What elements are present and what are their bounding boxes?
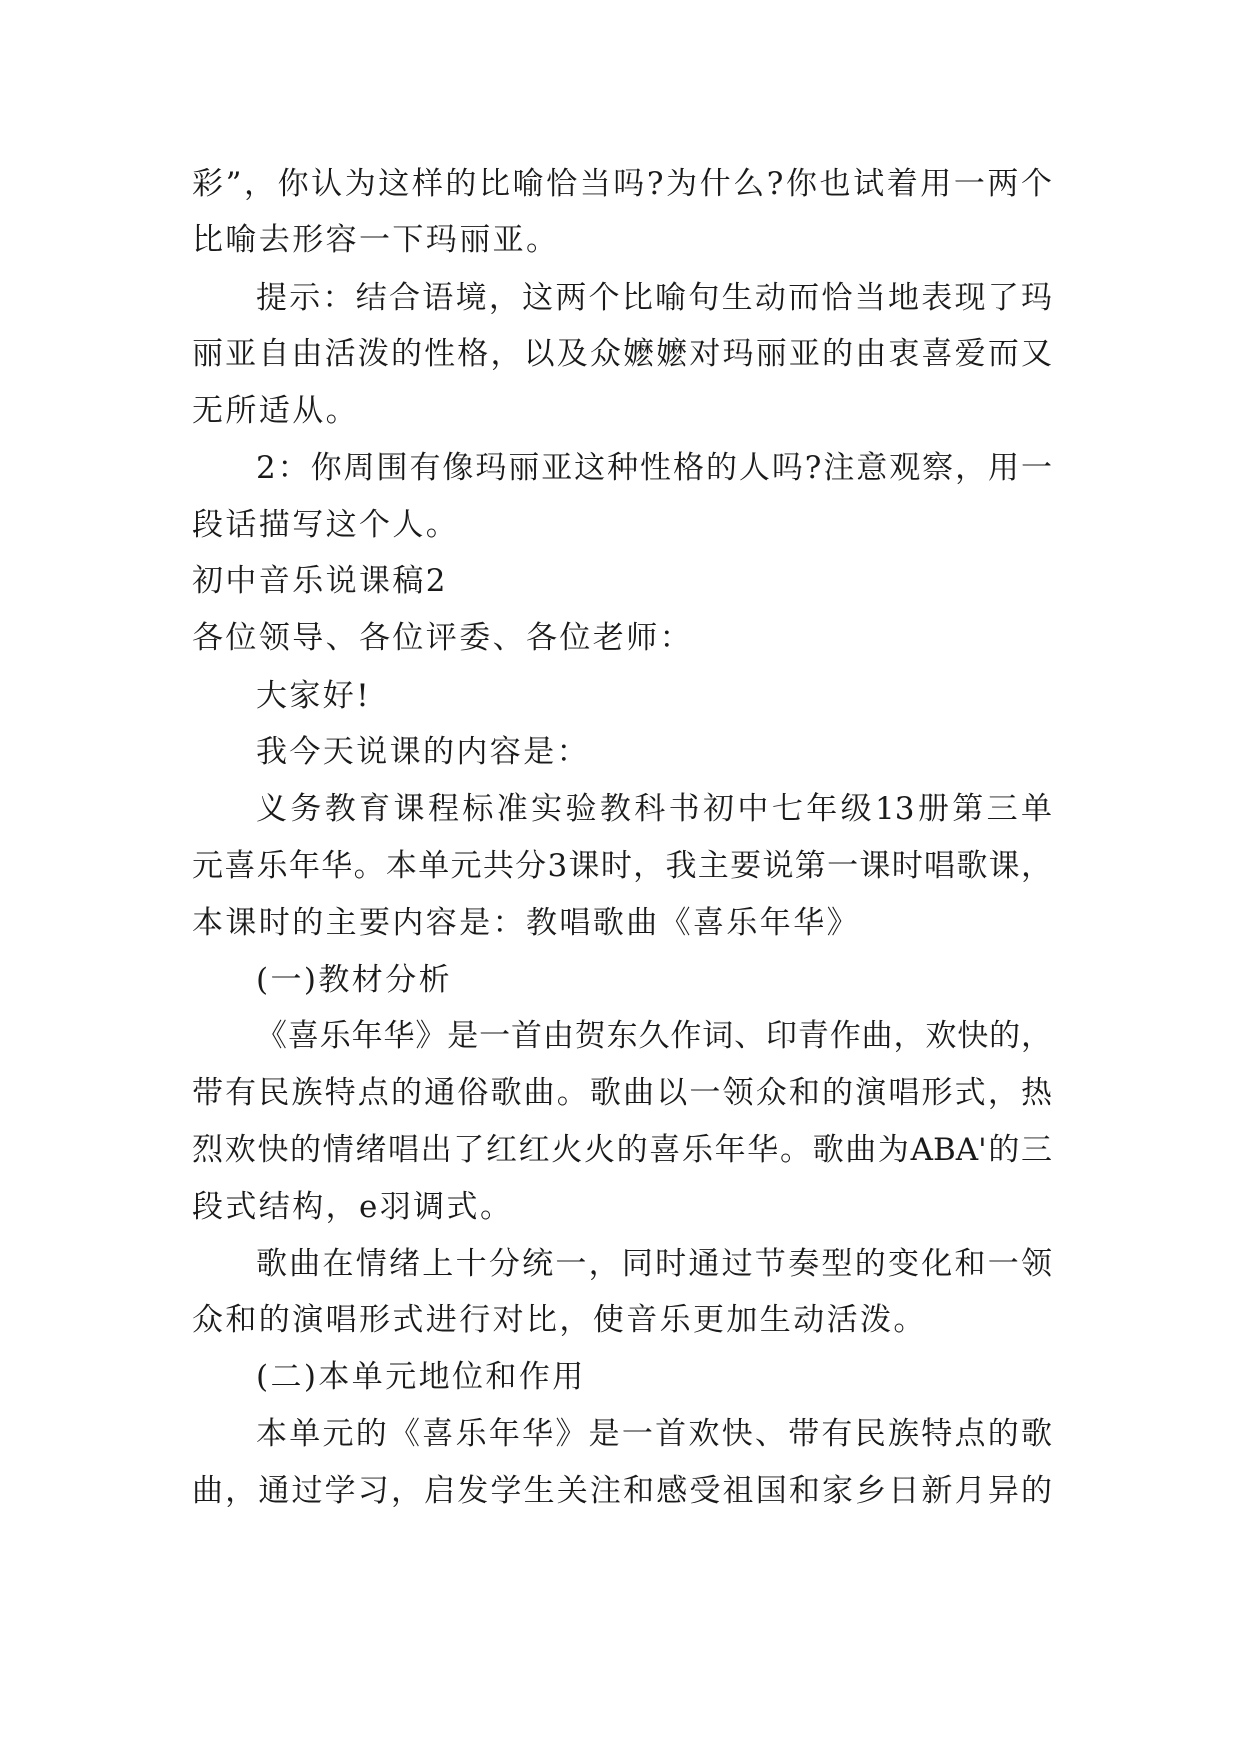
salutation: 各位领导、各位评委、各位老师： [192, 620, 693, 656]
section-title: 初中音乐说课稿2 [192, 563, 448, 599]
subheading: (一)教材分析 [256, 962, 452, 998]
body-text-line: 段话描写这个人。 [192, 507, 460, 543]
body-text-line: 段式结构，e羽调式。 [192, 1189, 514, 1225]
body-text-line: 本单元的《喜乐年华》是一首欢快、带有民族特点的歌 [256, 1416, 1052, 1452]
body-text-line: 带有民族特点的通俗歌曲。歌曲以一领众和的演唱形式，热 [192, 1075, 1052, 1111]
body-text-line: 曲，通过学习，启发学生关注和感受祖国和家乡日新月异的 [192, 1473, 1052, 1509]
body-text-line: 歌曲在情绪上十分统一，同时通过节奏型的变化和一领 [256, 1246, 1052, 1282]
body-text-line: 烈欢快的情绪唱出了红红火火的喜乐年华。歌曲为ABA'的三 [192, 1132, 1052, 1168]
body-text-line: 义务教育课程标准实验教科书初中七年级13册第三单 [256, 791, 1052, 827]
body-text-line: 无所适从。 [192, 393, 359, 429]
body-text-line: 众和的演唱形式进行对比，使音乐更加生动活泼。 [192, 1302, 927, 1338]
body-text-line: 元喜乐年华。本单元共分3课时，我主要说第一课时唱歌课， [192, 848, 1052, 884]
body-text-line: 我今天说课的内容是： [256, 734, 590, 770]
body-text-line: 《喜乐年华》是一首由贺东久作词、印青作曲，欢快的， [256, 1018, 1052, 1054]
body-text-line: 彩”，你认为这样的比喻恰当吗?为什么?你也试着用一两个 [192, 166, 1052, 202]
body-text-line: 丽亚自由活泼的性格，以及众嬷嬷对玛丽亚的由衷喜爱而又 [192, 336, 1052, 372]
body-text-line: 比喻去形容一下玛丽亚。 [192, 222, 560, 258]
body-text-line: 大家好! [256, 678, 372, 714]
body-text-line: 2：你周围有像玛丽亚这种性格的人吗?注意观察，用一 [256, 450, 1052, 486]
body-text-line: 提示：结合语境，这两个比喻句生动而恰当地表现了玛 [256, 280, 1052, 316]
subheading: (二)本单元地位和作用 [256, 1359, 586, 1395]
body-text-line: 本课时的主要内容是：教唱歌曲《喜乐年华》 [192, 905, 860, 941]
